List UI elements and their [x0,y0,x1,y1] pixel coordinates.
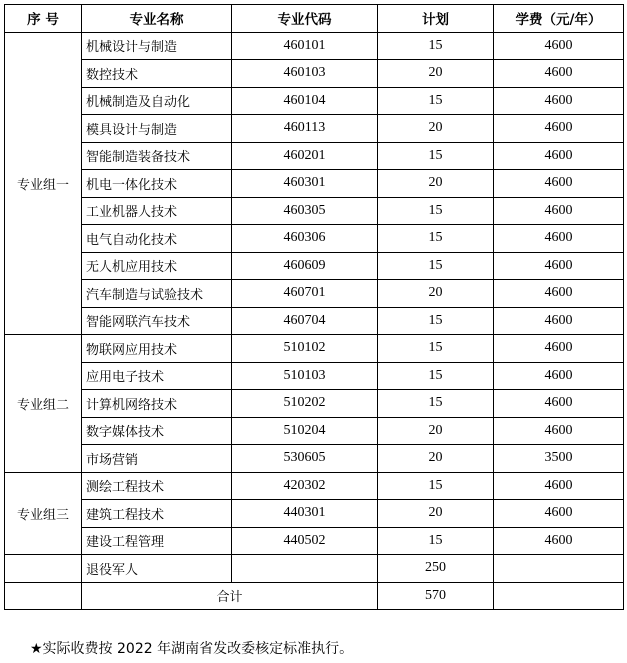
tuition-fee: 4600 [494,142,624,170]
major-code: 530605 [232,445,378,473]
plan-count: 20 [378,417,494,445]
veterans-label: 退役军人 [82,555,232,583]
plan-count: 20 [378,445,494,473]
tuition-fee: 4600 [494,115,624,143]
plan-count: 15 [378,472,494,500]
major-name: 计算机网络技术 [82,390,232,418]
major-code: 460305 [232,197,378,225]
plan-count: 15 [378,142,494,170]
tuition-fee: 4600 [494,500,624,528]
plan-count: 15 [378,197,494,225]
tuition-fee: 4600 [494,170,624,198]
table-row [5,197,624,225]
major-name: 物联网应用技术 [82,335,232,363]
footnote: ★实际收费按 2022 年湖南省发改委核定标准执行。 [30,641,354,657]
major-code: 460113 [232,115,378,143]
table-row [5,32,624,60]
major-code: 460701 [232,280,378,308]
group-label: 专业组三 [5,472,82,555]
major-code: 460609 [232,252,378,280]
plan-count: 15 [378,307,494,335]
empty-cell [232,555,378,583]
major-name: 智能制造装备技术 [82,142,232,170]
plan-count: 15 [378,32,494,60]
tuition-fee: 4600 [494,472,624,500]
empty-cell [494,582,624,610]
plan-count: 20 [378,115,494,143]
major-name: 应用电子技术 [82,362,232,390]
table-row [5,60,624,88]
major-name: 测绘工程技术 [82,472,232,500]
tuition-fee: 4600 [494,280,624,308]
major-code: 460704 [232,307,378,335]
empty-cell [5,555,82,583]
plan-count: 15 [378,335,494,363]
tuition-fee: 4600 [494,225,624,253]
table-row [5,87,624,115]
tuition-fee: 4600 [494,87,624,115]
empty-cell [494,555,624,583]
major-name: 机械设计与制造 [82,32,232,60]
header-fee: 学费（元/年） [494,5,624,33]
tuition-fee: 4600 [494,362,624,390]
major-code: 440301 [232,500,378,528]
plan-count: 15 [378,362,494,390]
major-name: 汽车制造与试验技术 [82,280,232,308]
header-plan: 计划 [378,5,494,33]
major-code: 460101 [232,32,378,60]
tuition-fee: 4600 [494,527,624,555]
tuition-fee: 4600 [494,60,624,88]
header-row [5,5,624,33]
major-name: 模具设计与制造 [82,115,232,143]
veterans-plan: 250 [378,555,494,583]
table-row [5,527,624,555]
major-code: 510102 [232,335,378,363]
plan-count: 15 [378,87,494,115]
tuition-fee: 4600 [494,390,624,418]
tuition-fee: 4600 [494,197,624,225]
table-row [5,280,624,308]
table-row [5,225,624,253]
tuition-fee: 4600 [494,417,624,445]
major-code: 420302 [232,472,378,500]
major-name: 工业机器人技术 [82,197,232,225]
table-row [5,472,624,500]
major-name: 机械制造及自动化 [82,87,232,115]
table-row [5,362,624,390]
plan-count: 15 [378,390,494,418]
tuition-fee: 4600 [494,252,624,280]
tuition-fee: 4600 [494,32,624,60]
total-row [5,582,624,610]
empty-cell [5,582,82,610]
table-row [5,142,624,170]
tuition-fee: 4600 [494,307,624,335]
major-code: 460306 [232,225,378,253]
major-name: 电气自动化技术 [82,225,232,253]
table-row [5,115,624,143]
table-row [5,500,624,528]
major-name: 数控技术 [82,60,232,88]
plan-count: 20 [378,280,494,308]
major-name: 建设工程管理 [82,527,232,555]
plan-count: 20 [378,60,494,88]
major-code: 510202 [232,390,378,418]
tuition-fee: 4600 [494,335,624,363]
major-code: 510103 [232,362,378,390]
plan-count: 20 [378,170,494,198]
header-major: 专业名称 [82,5,232,33]
table-row [5,335,624,363]
table-row [5,390,624,418]
major-name: 数字媒体技术 [82,417,232,445]
major-name: 建筑工程技术 [82,500,232,528]
table-row [5,170,624,198]
major-code: 460201 [232,142,378,170]
major-code: 510204 [232,417,378,445]
major-code: 460104 [232,87,378,115]
major-name: 智能网联汽车技术 [82,307,232,335]
total-plan: 570 [378,582,494,610]
group-label: 专业组二 [5,335,82,473]
veterans-row [5,555,624,583]
plan-count: 15 [378,252,494,280]
major-code: 460103 [232,60,378,88]
table-row [5,307,624,335]
total-label: 合计 [82,582,378,610]
plan-count: 15 [378,527,494,555]
enrollment-plan-table [4,4,624,610]
table-body [5,32,624,610]
table-row [5,252,624,280]
plan-count: 15 [378,225,494,253]
header-code: 专业代码 [232,5,378,33]
tuition-fee: 3500 [494,445,624,473]
major-name: 机电一体化技术 [82,170,232,198]
header-index: 序 号 [5,5,82,33]
major-code: 440502 [232,527,378,555]
plan-count: 20 [378,500,494,528]
major-name: 无人机应用技术 [82,252,232,280]
group-label: 专业组一 [5,32,82,335]
major-code: 460301 [232,170,378,198]
major-name: 市场营销 [82,445,232,473]
table-row [5,445,624,473]
table-row [5,417,624,445]
